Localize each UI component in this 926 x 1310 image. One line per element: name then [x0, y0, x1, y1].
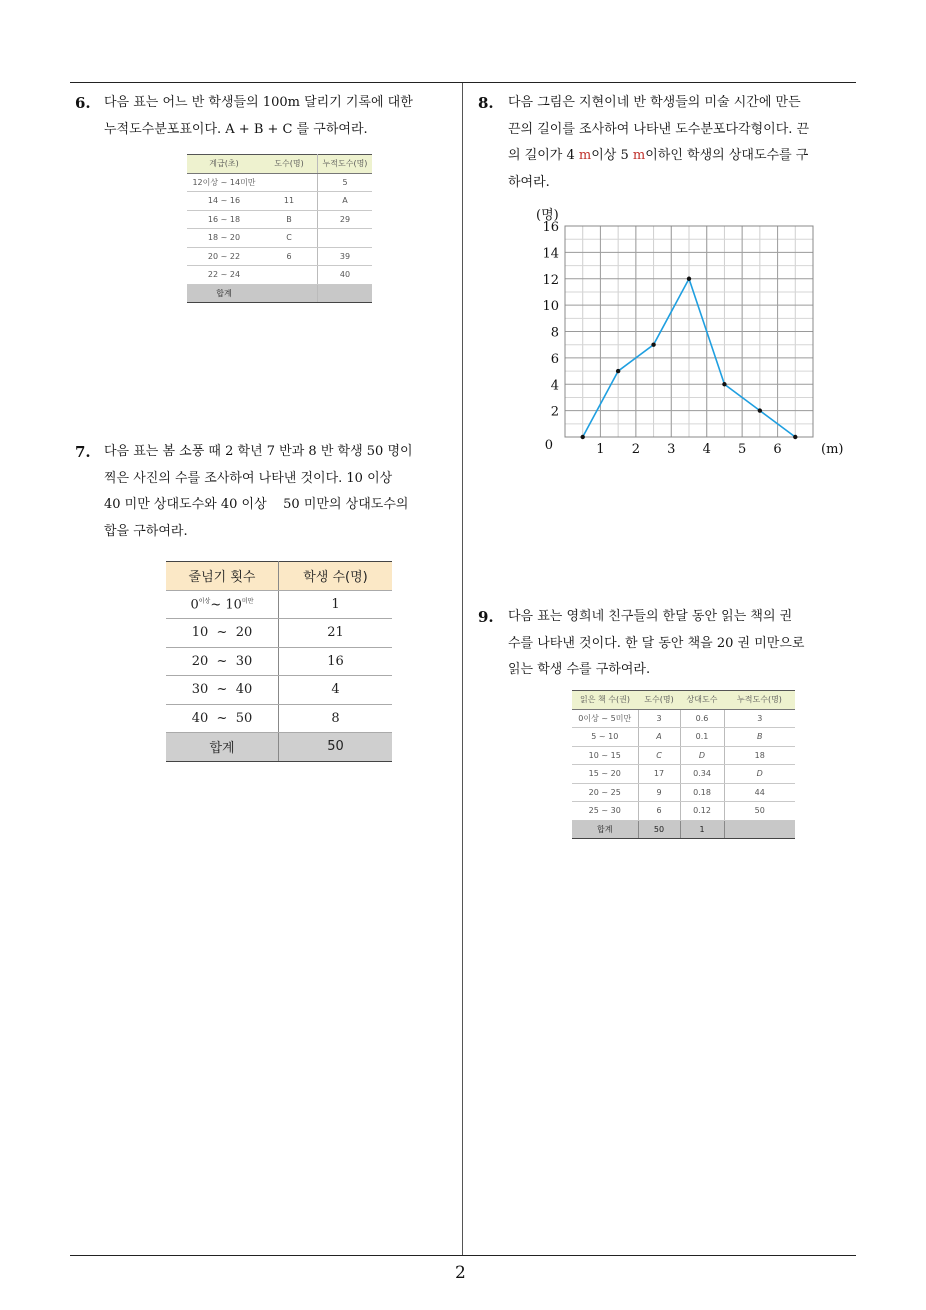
q9-line2: 수를 나타낸 것이다. 한 달 동안 책을 20 권 미만으로	[508, 635, 805, 651]
data-point	[651, 342, 655, 346]
table-cell: 15 ~ 20	[572, 765, 638, 784]
frequency-polygon-chart	[520, 200, 844, 465]
table-cell: 30 ~ 40	[166, 676, 279, 705]
table-cell: 10 ~ 15	[572, 746, 638, 765]
table-cell	[318, 284, 373, 303]
table-cell: 5	[318, 173, 373, 192]
q9-line3: 읽는 학생 수를 구하여라.	[508, 662, 651, 677]
y-tick-label: 0	[544, 438, 553, 453]
q8-number: 8.	[478, 94, 494, 112]
table-row	[187, 247, 372, 266]
table-cell: 50	[724, 802, 795, 821]
top-rule	[70, 82, 856, 83]
q7-first-count: 1	[279, 590, 393, 619]
table-cell: 20 ~ 30	[166, 647, 279, 676]
data-point	[581, 435, 585, 439]
table-cell: 4	[279, 676, 393, 705]
table-sum-row	[166, 733, 392, 762]
x-tick-label: 4	[702, 442, 711, 457]
sum-label: 합계	[166, 733, 279, 762]
table-cell: 40	[318, 266, 373, 285]
x-tick-label: 5	[738, 442, 747, 457]
table-cell: 39	[318, 247, 373, 266]
sum-value: 50	[638, 820, 680, 839]
page-number: 2	[455, 1263, 466, 1283]
table-cell: 0.12	[680, 802, 724, 821]
table-row	[572, 709, 795, 728]
table-cell: C	[261, 229, 318, 248]
table-cell: 6	[261, 247, 318, 266]
q7-line3: 40 미만 상대도수와 40 이상 50 미만의 상대도수의	[104, 497, 409, 512]
table-sum-row	[187, 284, 372, 303]
y-tick-label: 6	[550, 351, 559, 367]
q9-header-books: 읽은 책 수(권)	[572, 691, 638, 710]
x-tick-label: 2	[631, 442, 640, 457]
table-row	[572, 728, 795, 747]
table-cell: 11	[261, 192, 318, 211]
table-cell: 0.6	[680, 709, 724, 728]
table-cell: 0.18	[680, 783, 724, 802]
table-cell: C	[638, 746, 680, 765]
table-cell: B	[261, 210, 318, 229]
table-cell: A	[318, 192, 373, 211]
q9-line1: 다음 표는 영희네 친구들의 한달 동안 읽는 책의 권	[508, 609, 793, 624]
table-cell: 8	[279, 704, 393, 733]
table-cell: 3	[724, 709, 795, 728]
table-cell: 18 ~ 20	[187, 229, 261, 248]
table-cell: 40 ~ 50	[166, 704, 279, 733]
y-tick-label: 10	[542, 299, 559, 315]
table-cell: 44	[724, 783, 795, 802]
table-cell: 29	[318, 210, 373, 229]
q7-text	[104, 439, 460, 545]
table-cell: 0이상 ~ 5미만	[572, 709, 638, 728]
sum-value	[724, 820, 795, 839]
table-row	[187, 192, 372, 211]
table-row	[572, 783, 795, 802]
q9-header-relfreq: 상대도수	[680, 691, 724, 710]
table-cell: 0.1	[680, 728, 724, 747]
q7-table	[166, 561, 392, 762]
q7-header-count: 학생 수(명)	[279, 562, 393, 591]
table-cell: 16 ~ 18	[187, 210, 261, 229]
q7-header-range: 줄넘기 횟수	[166, 562, 279, 591]
q6-table	[187, 154, 372, 303]
q9-table	[572, 690, 795, 839]
q6-line1: 다음 표는 어느 반 학생들의 100m 달리기 기록에 대한	[104, 95, 413, 110]
q7-number: 7.	[75, 443, 91, 461]
table-cell	[261, 266, 318, 285]
q7-table-body	[166, 590, 392, 761]
q6-line2: 누적도수분포표이다. A + B + C 를 구하여라.	[104, 121, 368, 137]
table-cell: 6	[638, 802, 680, 821]
table-cell: 17	[638, 765, 680, 784]
y-tick-label: 4	[550, 378, 559, 394]
table-sum-row	[572, 820, 795, 839]
table-cell: 20 ~ 25	[572, 783, 638, 802]
table-cell: 14 ~ 16	[187, 192, 261, 211]
table-row	[166, 619, 392, 648]
x-axis-label: (m)	[821, 442, 844, 457]
y-tick-label: 14	[542, 246, 559, 262]
q7-line1: 다음 표는 봄 소풍 때 2 학년 7 반과 8 반 학생 50 명이	[104, 444, 413, 459]
y-tick-label: 8	[550, 325, 559, 341]
table-row	[572, 765, 795, 784]
q9-text	[508, 604, 860, 684]
table-cell: 16	[279, 647, 393, 676]
data-point	[758, 408, 762, 412]
table-cell: 0.34	[680, 765, 724, 784]
table-cell: 25 ~ 30	[572, 802, 638, 821]
sum-label: 합계	[187, 284, 261, 303]
table-cell	[261, 284, 318, 303]
table-row	[187, 173, 372, 192]
table-row	[187, 210, 372, 229]
table-row	[187, 229, 372, 248]
q6-header-cumfreq: 누적도수(명)	[318, 155, 373, 174]
data-point	[616, 369, 620, 373]
table-cell: A	[638, 728, 680, 747]
x-tick-label: 1	[596, 442, 605, 457]
table-row	[187, 266, 372, 285]
table-cell: D	[724, 765, 795, 784]
q8-line2: 끈의 길이를 조사하여 나타낸 도수분포다각형이다. 끈	[508, 121, 810, 137]
table-cell: 9	[638, 783, 680, 802]
table-cell	[261, 173, 318, 192]
table-cell: 10 ~ 20	[166, 619, 279, 648]
x-tick-label: 6	[773, 442, 782, 457]
table-cell: D	[680, 746, 724, 765]
table-row	[166, 676, 392, 705]
y-tick-label: 2	[550, 404, 559, 420]
x-tick-label: 3	[667, 442, 676, 457]
y-tick-label: 16	[542, 220, 559, 235]
table-cell: 20 ~ 22	[187, 247, 261, 266]
table-cell: B	[724, 728, 795, 747]
q8-line4: 하여라.	[508, 174, 550, 190]
table-cell: 5 ~ 10	[572, 728, 638, 747]
q9-number: 9.	[478, 608, 494, 626]
q9-header-cumfreq: 누적도수(명)	[724, 691, 795, 710]
q8-line1: 다음 그림은 지현이네 반 학생들의 미술 시간에 만든	[508, 95, 801, 110]
data-point	[687, 277, 691, 281]
table-row	[166, 590, 392, 619]
q7-line4: 합을 구하여라.	[104, 523, 188, 539]
y-axis-label: (명)	[536, 208, 559, 223]
table-cell: 12이상 ~ 14미만	[187, 173, 261, 192]
q9-table-body	[572, 709, 795, 839]
sum-label: 합계	[572, 820, 638, 839]
table-cell: 22 ~ 24	[187, 266, 261, 285]
table-cell: 21	[279, 619, 393, 648]
table-row	[572, 802, 795, 821]
sum-value: 1	[680, 820, 724, 839]
data-point	[793, 435, 797, 439]
q7-first-range: $0^{이상}\sim$ $10^{미만}$	[166, 590, 279, 619]
q7-line2: 찍은 사진의 수를 조사하여 나타낸 것이다. 10 이상	[104, 470, 393, 486]
y-tick-label: 12	[542, 272, 559, 288]
table-row	[572, 746, 795, 765]
table-cell	[318, 229, 373, 248]
q6-header-class: 계급(초)	[187, 155, 261, 174]
q9-header-freq: 도수(명)	[638, 691, 680, 710]
q6-table-body	[187, 173, 372, 303]
q8-text	[508, 90, 860, 196]
q8-line3: 의 길이가 4 m이상 5 m이하인 학생의 상대도수를 구	[508, 148, 809, 163]
sum-value: 50	[279, 733, 393, 762]
column-divider	[462, 83, 463, 1256]
table-cell: 18	[724, 746, 795, 765]
q6-header-freq: 도수(명)	[261, 155, 318, 174]
q6-text	[104, 90, 460, 143]
table-cell: 3	[638, 709, 680, 728]
data-point	[722, 382, 726, 386]
table-row	[166, 704, 392, 733]
bottom-rule	[70, 1255, 856, 1256]
q6-number: 6.	[75, 94, 91, 112]
table-row	[166, 647, 392, 676]
